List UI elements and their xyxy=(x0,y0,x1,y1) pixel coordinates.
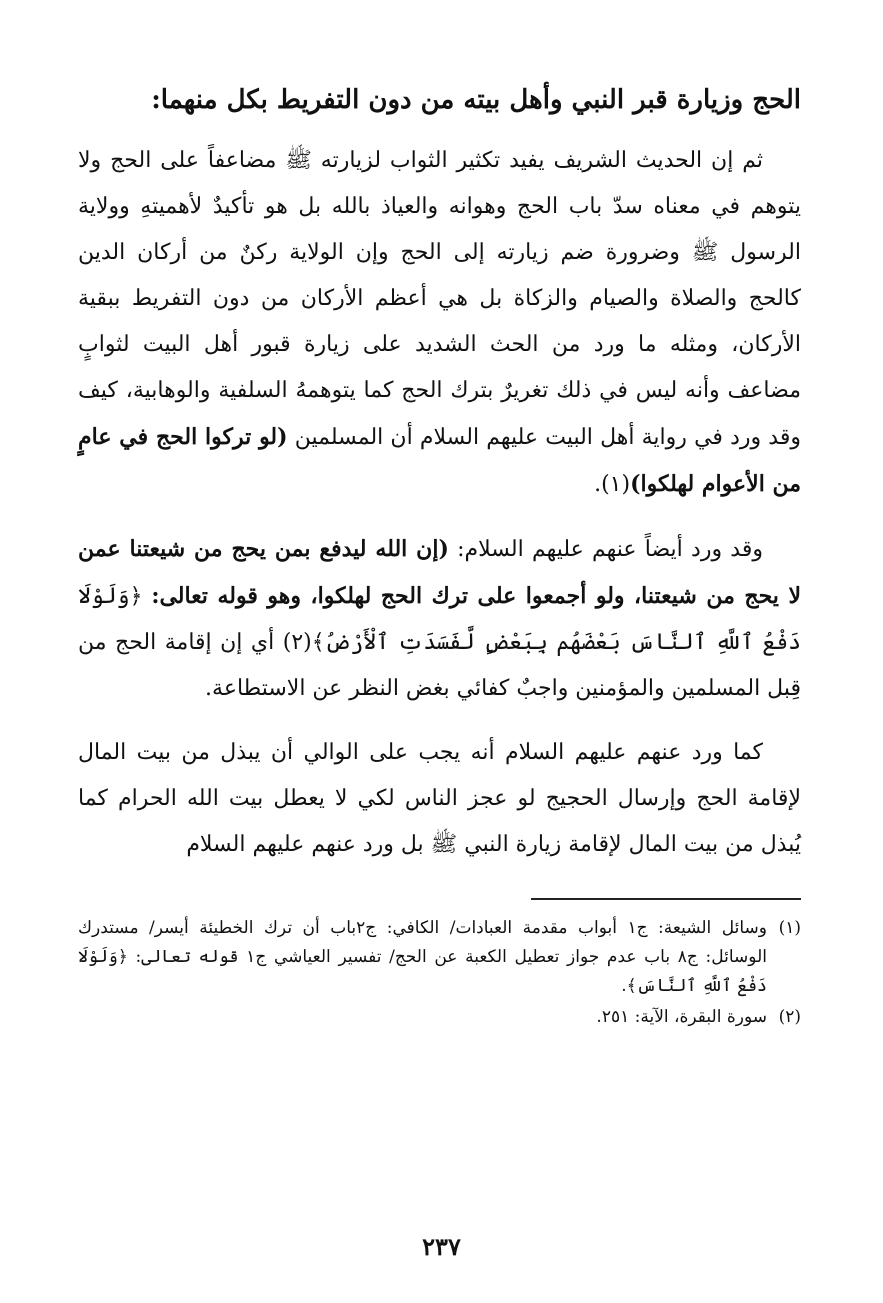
footnote-divider xyxy=(531,898,801,900)
footnote-2-text: سورة البقرة، الآية: ٢٥١. xyxy=(596,1007,767,1027)
hadith-quote-1: (لو تركوا الحج في عامٍ من الأعوام لهلكوا) xyxy=(78,424,801,497)
paragraph-3: كما ورد عنهم عليهم السلام أنه يجب على الوالي أن يبذل من بيت المال لإقامة الحج وإرسال الحجيج لو عجز الناس لكي لا يعطل بيت الله الحرام كما يُبذل من بيت المال لإقامة زيارة النبي ﷺ بل ورد عنهم عليهم السلام xyxy=(78,740,801,857)
footnote-2-number: (٢) xyxy=(778,1007,801,1027)
paragraph-2-end: أي إن إقامة الحج من قِبل المسلمين والمؤمنين واجبٌ كفائي بغض النظر عن الاستطاعة. xyxy=(78,630,801,701)
footnote-ref-2: (٢) xyxy=(282,630,312,655)
paragraph-2 xyxy=(78,526,801,712)
footnote-2 xyxy=(78,1003,801,1032)
paragraph-2-intro: وقد ورد أيضاً عنهم عليهم السلام: xyxy=(457,537,763,562)
footnote-ref-1: (١). xyxy=(594,472,631,497)
page-number: ٢٣٧ xyxy=(422,1232,461,1261)
paragraph-1-text: ثم إن الحديث الشريف يفيد تكثير الثواب لزيارته ﷺ مضاعفاً على الحج ولا يتوهم في معناه سدّ باب الحج وهوانه والعياذ بالله بل هو تأكيدٌ لأهميتهِ وولاية الرسول ﷺ وضرورة ضم زيارته إلى الحج وإن الولاية ركنٌ من أركان الدين كالحج والصلاة والصيام والزكاة بل هي أعظم الأركان من دون التفريط ببقية الأركان، ومثله ما ورد من الحث الشديد على زيارة قبور أهل البيت لثوابٍ مضاعف وأنه ليس في ذلك تغريرٌ بترك الحج كما يتوهمهُ السلفية والوهابية، كيف وقد ورد في رواية أهل البيت عليهم السلام أن المسلمين xyxy=(78,148,801,450)
footnote-1 xyxy=(78,914,801,1001)
paragraph-1 xyxy=(78,138,801,508)
hadith-quote-2: (إن الله ليدفع بمن يحج من شيعتنا عمن لا يحج من شيعتنا، ولو أجمعوا على ترك الحج لهلكوا، وهو قوله تعالى: xyxy=(78,536,802,609)
footnote-1-text: وسائل الشيعة: ج١ أبواب مقدمة العبادات/ الكافي: ج٢باب أن ترك الخطيئة أيسر/ مستدرك الوسائل: ج٨ باب عدم جواز تعطيل الكعبة عن الحج/ تفسير العياشي ج١ قوله تعالى: ﴿وَلَوْلَا دَفْعُ ٱللَّهِ ٱلنَّاسَ﴾. xyxy=(78,918,768,996)
footnote-1-number: (١) xyxy=(778,918,801,938)
quran-verse: ﴿وَلَوْلَا دَفْعُ ٱللَّهِ ٱلنَّاسَ بَعْضَهُم بِبَعْضٍ لَّفَسَدَتِ ٱلْأَرْضُ﴾ xyxy=(78,584,801,655)
section-heading: الحج وزيارة قبر النبي وأهل بيته من دون التفريط بكل منهما: xyxy=(151,85,801,115)
